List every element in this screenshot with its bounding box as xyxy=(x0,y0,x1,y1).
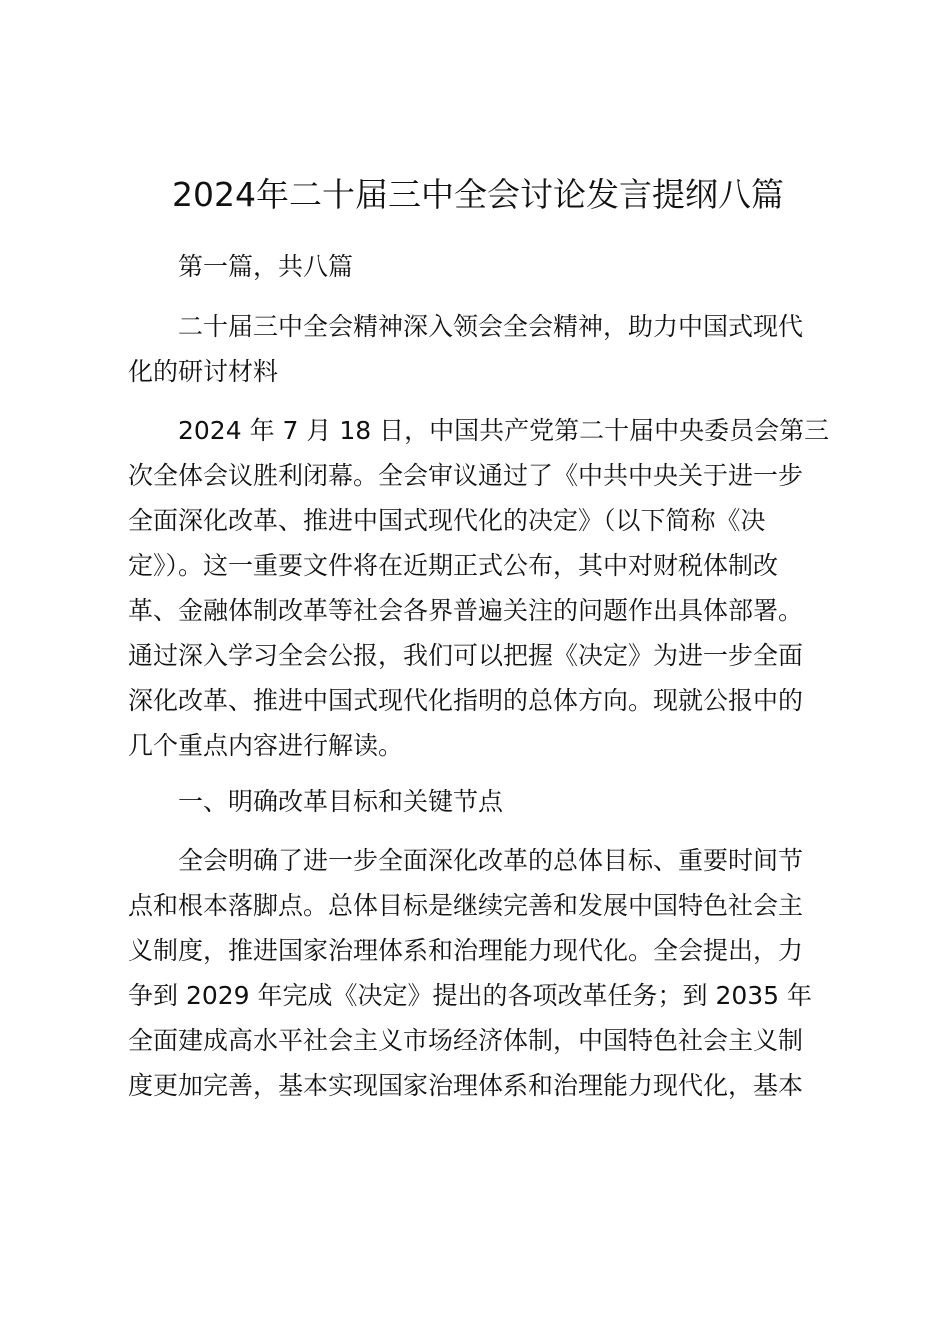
subtitle xyxy=(128,244,832,289)
intro-line: 2024 年 7 月 18 日，中国共产党第二十届中央委员会第三 xyxy=(178,416,830,445)
intro-line: 定》）。这一重要文件将在近期正式公布，其中对财税体制改 xyxy=(128,551,779,580)
document-title: 2024年二十届三中全会讨论发言提纲八篇 xyxy=(172,175,784,214)
section1-heading-text: 一、明确改革目标和关键节点 xyxy=(178,787,504,816)
heading-paragraph xyxy=(128,304,832,394)
section1-heading xyxy=(128,779,832,824)
intro-line: 深化改革、推进中国式现代化指明的总体方向。现就公报中的 xyxy=(128,686,804,715)
section1-line: 全面建成高水平社会主义市场经济体制，中国特色社会主义制 xyxy=(128,1026,804,1055)
heading-line: 化的研讨材料 xyxy=(128,357,279,386)
section1-line: 义制度，推进国家治理体系和治理能力现代化。全会提出，力 xyxy=(128,936,804,965)
intro-line: 几个重点内容进行解读。 xyxy=(128,731,404,760)
intro-line: 次全体会议胜利闭幕。全会审议通过了《中共中央关于进一步 xyxy=(128,461,804,490)
subtitle-text: 第一篇，共八篇 xyxy=(178,252,354,281)
section1-paragraph xyxy=(128,838,832,1108)
heading-line: 二十届三中全会精神深入领会全会精神，助力中国式现代 xyxy=(178,312,804,341)
section1-line: 争到 2029 年完成《决定》提出的各项改革任务；到 2035 年 xyxy=(128,981,813,1010)
section1-line: 全会明确了进一步全面深化改革的总体目标、重要时间节 xyxy=(178,846,804,875)
section1-line: 度更加完善，基本实现国家治理体系和治理能力现代化，基本 xyxy=(128,1071,804,1100)
intro-line: 通过深入学习全会公报，我们可以把握《决定》为进一步全面 xyxy=(128,641,804,670)
intro-line: 革、金融体制改革等社会各界普遍关注的问题作出具体部署。 xyxy=(128,596,804,625)
section1-line: 点和根本落脚点。总体目标是继续完善和发展中国特色社会主 xyxy=(128,891,804,920)
intro-paragraph xyxy=(128,408,832,768)
intro-line: 全面深化改革、推进中国式现代化的决定》（以下简称《决 xyxy=(128,506,766,535)
